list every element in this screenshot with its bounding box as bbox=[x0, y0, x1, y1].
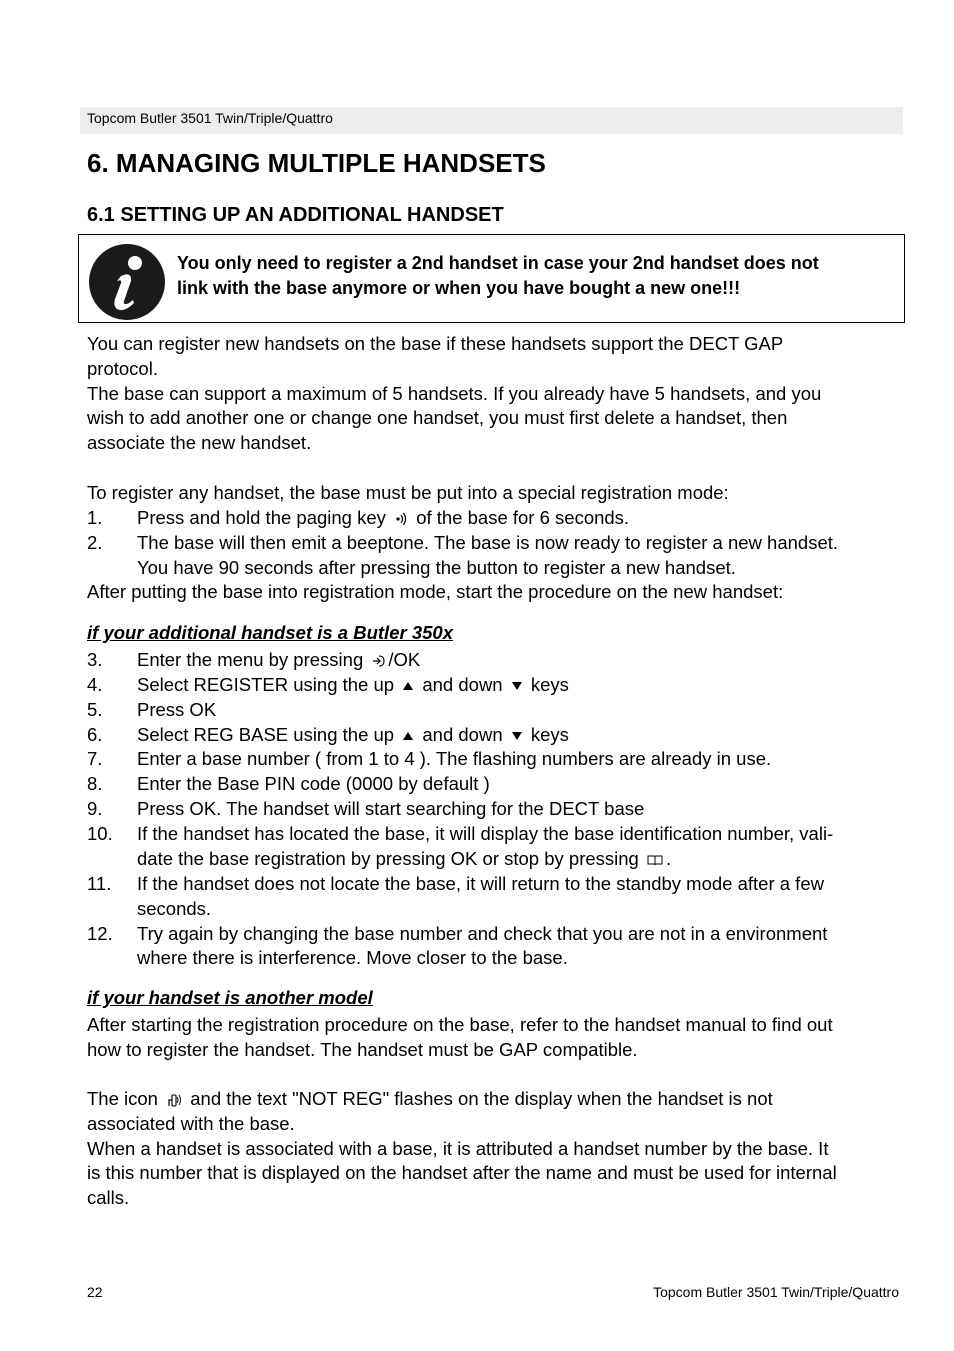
step-number: 12. bbox=[87, 923, 113, 944]
step-7: Enter a base number ( from 1 to 4 ). The flashing numbers are already in use. bbox=[137, 748, 772, 769]
step-10-line-2: date the base registration by pressing OK or stop by pressing . bbox=[137, 848, 672, 869]
not-registered-icon bbox=[166, 1092, 182, 1108]
subsection-title: 6.1 SETTING UP AN ADDITIONAL HANDSET bbox=[87, 204, 504, 226]
after-text: After putting the base into registration mode, start the procedure on the new handset: bbox=[87, 581, 784, 602]
step-number: 5. bbox=[87, 699, 103, 720]
footer-title: Topcom Butler 3501 Twin/Triple/Quattro bbox=[653, 1284, 899, 1300]
step-number: 3. bbox=[87, 649, 103, 670]
intro-line-5: associate the new handset. bbox=[87, 432, 312, 453]
down-arrow-icon bbox=[511, 681, 523, 691]
intro-line-4: wish to add another one or change one handset, you must first delete a handset, then bbox=[87, 407, 788, 428]
step-number: 7. bbox=[87, 748, 103, 769]
step-12-line-2: where there is interference. Move closer to the base. bbox=[137, 947, 568, 968]
step-number: 1. bbox=[87, 507, 103, 528]
note-text: You only need to register a 2nd handset in case your 2nd handset does not link with the base anymore or when you have bought a new one!!! bbox=[177, 253, 819, 298]
other-line-3: The icon and the text "NOT REG" flashes on the display when the handset is not bbox=[87, 1088, 773, 1109]
intro-line-1: You can register new handsets on the base if these handsets support the DECT GAP bbox=[87, 333, 784, 354]
other-line-7: calls. bbox=[87, 1187, 130, 1208]
step-number: 2. bbox=[87, 532, 103, 553]
register-lead: To register any handset, the base must be put into a special registration mode: bbox=[87, 482, 729, 503]
paging-key-icon bbox=[394, 512, 408, 526]
phonebook-key-icon bbox=[647, 854, 663, 866]
other-line-2: how to register the handset. The handset must be GAP compatible. bbox=[87, 1039, 638, 1060]
step-number: 4. bbox=[87, 674, 103, 695]
intro-line-2: protocol. bbox=[87, 358, 158, 379]
down-arrow-icon bbox=[511, 731, 523, 741]
step-number: 6. bbox=[87, 724, 103, 745]
section-title: 6. MANAGING MULTIPLE HANDSETS bbox=[87, 148, 546, 178]
step-number: 8. bbox=[87, 773, 103, 794]
step-number: 11. bbox=[87, 873, 112, 894]
step-number: 9. bbox=[87, 798, 103, 819]
other-line-4: associated with the base. bbox=[87, 1113, 295, 1134]
up-arrow-icon bbox=[402, 681, 414, 691]
header-title: Topcom Butler 3501 Twin/Triple/Quattro bbox=[87, 110, 333, 126]
step-3: Enter the menu by pressing /OK bbox=[137, 649, 421, 670]
butler-heading: if your additional handset is a Butler 350x bbox=[87, 622, 453, 643]
step-9: Press OK. The handset will start searching for the DECT base bbox=[137, 798, 645, 819]
up-arrow-icon bbox=[402, 731, 414, 741]
intro-line-3: The base can support a maximum of 5 handsets. If you already have 5 handsets, and you bbox=[87, 383, 822, 404]
step-number: 10. bbox=[87, 823, 113, 844]
step-1: Press and hold the paging key of the base for 6 seconds. bbox=[137, 507, 630, 528]
step-11-line-1: If the handset does not locate the base, it will return to the standby mode after a few bbox=[137, 873, 824, 894]
other-line-1: After starting the registration procedure on the base, refer to the handset manual to find out bbox=[87, 1014, 833, 1035]
step-4: Select REGISTER using the up and down keys bbox=[137, 674, 569, 695]
note-box bbox=[78, 234, 905, 323]
step-11-line-2: seconds. bbox=[137, 898, 212, 919]
other-heading: if your handset is another model bbox=[87, 987, 373, 1008]
other-line-6: is this number that is displayed on the handset after the name and must be used for internal bbox=[87, 1162, 837, 1183]
step-8: Enter the Base PIN code (0000 by default ) bbox=[137, 773, 490, 794]
menu-key-icon bbox=[371, 654, 385, 668]
step-10-line-1: If the handset has located the base, it will display the base identification number, vali- bbox=[137, 823, 834, 844]
info-icon bbox=[88, 243, 166, 321]
running-header bbox=[80, 107, 903, 134]
step-2-line-1: The base will then emit a beeptone. The base is now ready to register a new handset. bbox=[137, 532, 839, 553]
other-line-5: When a handset is associated with a base, it is attributed a handset number by the base. It bbox=[87, 1138, 829, 1159]
step-6: Select REG BASE using the up and down keys bbox=[137, 724, 569, 745]
step-12-line-1: Try again by changing the base number and check that you are not in a environment bbox=[137, 923, 828, 944]
page-number: 22 bbox=[87, 1284, 103, 1300]
step-2-line-2: You have 90 seconds after pressing the button to register a new handset. bbox=[137, 557, 736, 578]
step-5: Press OK bbox=[137, 699, 217, 720]
